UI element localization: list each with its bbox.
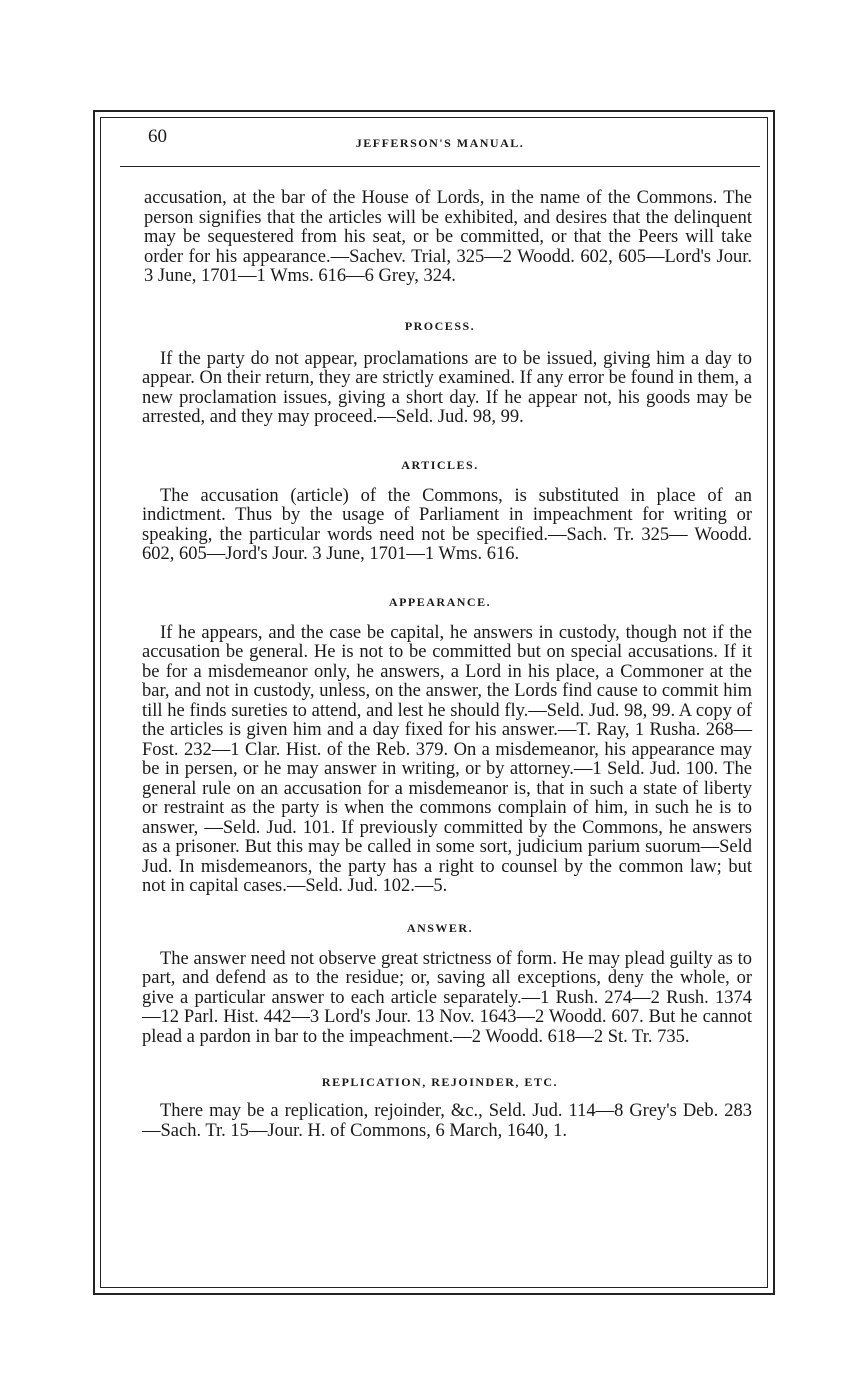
section-body-appearance: If he appears, and the case be capital, he answers in custody, though not if the accusation be general. He is not to be committed but on special accusations. If it be for a misdemeanor only, he answers, a Lord in his place, a Commoner at the bar, and not in custody, unless, on the answer, the Lords find cause to commit him till he finds sureties to attend, and lest he should fly.—Seld. Jud. 98, 99. A copy of the articles is given him and a day fixed for his answer.—T. Ray, 1 Rusha. 268—Fost. 232—1 Clar. Hist. of the Reb. 379. On a misdemeanor, his appearance may be in persen, or he may answer in writing, or by attorney.—1 Seld. Jud. 100. The general rule on an accusation for a misdemeanor is, that in such a state of liberty or restraint as the party is when the commons complain of him, in such he is to answer, —Seld. Jud. 101. If previously committed by the Commons, he answers as a prisoner. But this may be called in some sort, judicium parium suorum—Seld Jud. In misdemeanors, the party has a right to counsel by the common law; but not in capital cases.—Seld. Jud. 102.—5. <box>142 622 752 896</box>
section-body-process: If the party do not appear, proclamations are to be issued, giving him a day to appear. On their return, they are strictly examined. If any error be found in them, a new proclamation issues, giving a short day. If he appear not, his goods may be arrested, and they may proceed.—Seld. Jud. 98, 99. <box>142 348 752 427</box>
opening-paragraph: accusation, at the bar of the House of Lords, in the name of the Commons. The person signifies that the articles will be exhibited, and desires that the delinquent may be sequestered from his seat, or be committed, or that the Peers will take order for his appearance.—Sachev. Trial, 325—2 Woodd. 602, 605—Lord's Jour. 3 June, 1701—1 Wms. 616—6 Grey, 324. <box>144 188 752 286</box>
page-content <box>120 118 760 1141</box>
page-header <box>120 118 760 167</box>
section-body-articles: The accusation (article) of the Commons, is substituted in place of an indictment. Thus by the usage of Parliament in impeachment for writing or speaking, the particular words need not be specified.—Sach. Tr. 325— Woodd. 602, 605—Jord's Jour. 3 June, 1701—1 Wms. 616. <box>142 485 752 564</box>
page-number: 60 <box>148 126 167 147</box>
section-heading-answer: ANSWER. <box>406 920 474 935</box>
section-heading-articles: ARTICLES. <box>401 457 479 472</box>
section-body-answer: The answer need not observe great strictness of form. He may plead guilty as to part, and defend as to the residue; or, saving all exceptions, deny the whole, or give a particular answer to each article separately.—1 Rush. 274—2 Rush. 1374—12 Parl. Hist. 442—3 Lord's Jour. 13 Nov. 1643—2 Woodd. 607. But he cannot plead a pardon in bar to the impeachment.—2 Woodd. 618—2 St. Tr. 735. <box>142 948 752 1047</box>
section-body-replication: There may be a replication, rejoinder, &c., Seld. Jud. 114—8 Grey's Deb. 283—Sach. Tr. 15—Jour. H. of Commons, 6 March, 1640, 1. <box>142 1101 752 1141</box>
running-title: JEFFERSON'S MANUAL. <box>355 136 525 150</box>
section-heading-replication: REPLICATION, REJOINDER, ETC. <box>321 1075 559 1089</box>
section-heading-process: PROCESS. <box>404 318 476 333</box>
section-heading-appearance: APPEARANCE. <box>388 594 492 609</box>
